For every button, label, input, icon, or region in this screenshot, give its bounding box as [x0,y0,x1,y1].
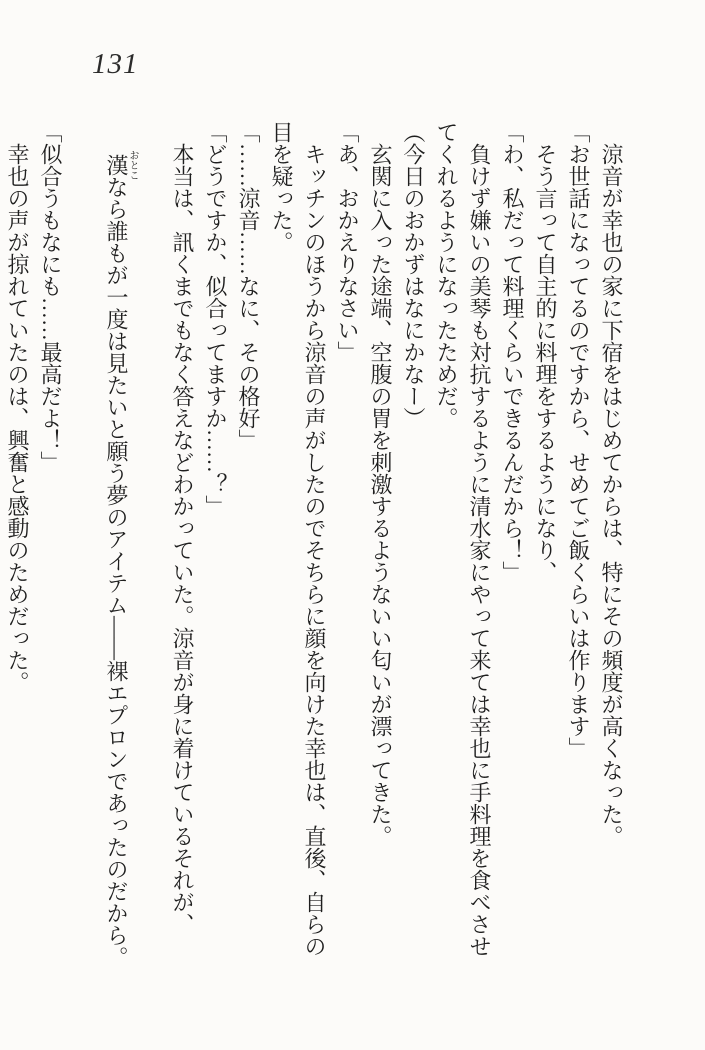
text-line: 涼音が幸也の家に下宿をはじめてからは、特にその頻度が高くなった。 [599,121,624,847]
text-column-block [1,121,628,969]
text-line: 「お世話になってるのですから、せめてご飯くらいは作ります」 [566,121,591,759]
page-number: 131 [92,48,139,80]
text-line: 負けず嫌いの美琴も対抗するように清水家にやって来ては幸也に手料理を食べさせ [467,121,492,957]
text-line: そう言って自主的に料理をするようになり、 [533,121,558,583]
text-line: キッチンのほうから涼音の声がしたのでそちらに顔を向けた幸也は、直後、自らの [302,121,327,957]
text-line: （今日のおかずはなにかなー） [401,121,426,429]
ruby-annotation [104,150,138,180]
text-line [67,121,166,969]
text-line: 幸也の声が掠れていたのは、興奮と感動のためだった。 [5,121,30,693]
text-line: 「あ、おかえりなさい」 [335,121,360,363]
text-line: 本当は、訊くまでもなく答えなどわかっていた。涼音が身に着けているそれが、 [170,121,195,935]
text-line: 「どうですか、似合ってますか……？」 [203,121,228,517]
text-line: てくれるようになったためだ。 [434,121,459,429]
text-line: 「わ、私だって料理くらいできるんだから！」 [500,121,525,583]
text-line: 目を疑った。 [269,121,294,253]
text-line: 玄関に入った途端、空腹の胃を刺激するようないい匂いが漂ってきた。 [368,121,393,847]
text-line: 「……涼音……なに、その格好」 [236,121,261,451]
ruby-base-text: 漢 [104,150,129,180]
ruby-reading: おとこ [127,150,138,180]
text-line: 「似合うもなにも……最高だよ！」 [38,121,63,473]
line-text: なら誰もが一度は見たいと願う夢のアイテム――裸エプロンであったのだから。 [104,176,129,968]
